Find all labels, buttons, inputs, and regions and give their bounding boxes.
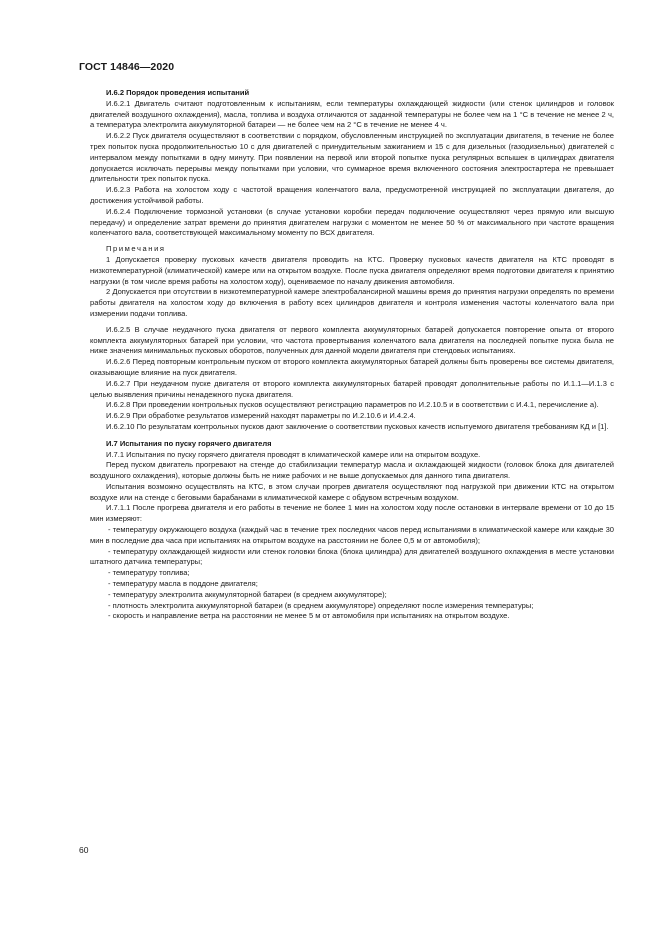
paragraph: И.6.2.6 Перед повторным контрольным пуском от второго комплекта аккумуляторных батарей должны быть проверены все системы двигателя, оказывающие влияние на пуск двигателя. <box>90 357 614 377</box>
page-number: 60 <box>79 845 89 855</box>
paragraph: И.6.2.7 При неудачном пуске двигателя от второго комплекта аккумуляторных батарей проводят дополнительные работы по И.1.1—И.1.3 с целью выявления причины ненадежного пуска двигателя. <box>90 378 614 399</box>
paragraph: И.6.2.1 Двигатель считают подготовленным к испытаниям, если температуры охлаждающей жидкости (или стенок цилиндров и головок двигателей воздушного охлаждения), масла, топлива и воздуха отличаются от заданной температуры не более чем на 1 °С в течение не менее 2 ч, а температура электролита аккумуляторной батареи — не более чем на 2 °С в течение не менее 4 ч. <box>90 98 614 130</box>
paragraph: И.6.2.2 Пуск двигателя осуществляют в соответствии с порядком, обусловленным инструкцией по эксплуатации двигателя, в течение не более трех попыток пуска продолжительностью 10 с для двигателей с принудительным зажиганием и 15 с для дизельных (газодизельных) двигателей с интервалом между попытками в одну минуту. При появлении на первой или второй попытке пуска регулярных вспышек в цилиндрах двигателя допускается исключать перерывы между попытками при условии, что суммарное время включенного состояния электростартера не превышает длительности трех попыток пуска. <box>90 131 614 184</box>
paragraph: И.7.1.1 После прогрева двигателя и его работы в течение не более 1 мин на холостом ходу после остановки в интервале времени от 10 до 15 мин измеряют: <box>90 503 614 524</box>
paragraph: И.6.2.3 Работа на холостом ходу с частотой вращения коленчатого вала, предусмотренной инструкцией по эксплуатации двигателя, до достижения устойчивой работы. <box>90 185 614 205</box>
list-item: - плотность электролита аккумуляторной батареи (в среднем аккумуляторе) определяют после измерения температуры; <box>108 600 534 610</box>
list-item: - температуру охлаждающей жидкости или стенок головки блока (блока цилиндра) для двигателей воздушного охлаждения в месте установки штатного датчика температуры; <box>90 546 614 567</box>
notes-heading: Примечания <box>106 244 166 254</box>
section-heading-i62: И.6.2 Порядок проведения испытаний <box>106 88 250 97</box>
paragraph: И.7.1 Испытания по пуску горячего двигателя проводят в климатической камере или на открытом воздухе. <box>106 449 481 459</box>
paragraph: И.6.2.8 При проведении контрольных пусков осуществляют регистрацию параметров по И.2.10.5 и в соответствии с И.4.1, перечисление а). <box>106 400 599 410</box>
note-paragraph: 2 Допускается при отсутствии в низкотемпературной камере электробалансирной машины время до принятия нагрузки определять по времени работы двигателя на холостом ходу до включения в работу всех цилиндров двигателя и контроля изменения частоты коленчатого вала при измерении подачи топлива. <box>90 287 614 318</box>
section-heading-i7: И.7 Испытания по пуску горячего двигателя <box>106 438 272 448</box>
list-item: - температуру масла в поддоне двигателя; <box>108 579 258 589</box>
document-header: ГОСТ 14846—2020 <box>79 61 175 73</box>
paragraph: Испытания возможно осуществлять на КТС, в этом случаи прогрев двигателя осуществляют под нагрузкой при движении КТС на открытом воздухе или на стенде с беговыми барабанами в климатической камере с обдувом встречным воздухом. <box>90 481 614 502</box>
note-paragraph: 1 Допускается проверку пусковых качеств двигателя проводить на КТС. Проверку пусковых качеств двигателя на КТС проводят в низкотемпературной (климатической) камере или на открытом воздухе. После пуска двигателя определяют время подготовки двигателя к принятию нагрузки (в том числе время работы на холостом ходу), оцениваемое по началу движения автомобиля. <box>90 254 614 286</box>
paragraph: И.6.2.5 В случае неудачного пуска двигателя от первого комплекта аккумуляторных батарей допускается повторение опыта от второго комплекта аккумуляторных батарей при условии, что частота провертывания коленчатого вала двигателя на последней попытке пуска была не ниже значения минимальных пусковых оборотов, полученных для данной модели двигателя при стендовых испытаниях. <box>90 324 614 356</box>
list-item: - температуру окружающего воздуха (каждый час в течение трех последних часов перед испытаниями в климатической камере или каждые 30 мин в последние два часа при испытаниях на открытом воздухе на расстоянии не более 0,5 м от автомобиля); <box>90 525 614 545</box>
paragraph: И.6.2.10 По результатам контрольных пусков дают заключение о соответствии пусковых качеств испытуемого двигателя требованиям КД и [1]. <box>106 421 609 431</box>
paragraph: И.6.2.4 Подключение тормозной установки (в случае установки коробки передач подключение осуществляют через прямую или высшую передачу) и определение затрат времени до принятия двигателем нагрузки с моментом не менее 50 % от максимального при частоте вращения коленчатого вала, соответствующей максимальному моменту по ВСХ двигателя. <box>90 206 614 238</box>
document-body <box>90 88 614 622</box>
paragraph: Перед пуском двигатель прогревают на стенде до стабилизации температур масла и охлаждающей жидкости (головок блока для двигателей воздушного охлаждения), которые должны быть не ниже рабочих и не выше допускаемых для данного типа двигателя. <box>90 460 614 481</box>
list-item: - скорость и направление ветра на расстоянии не менее 5 м от автомобиля при испытаниях на открытом воздухе. <box>108 611 510 621</box>
paragraph: И.6.2.9 При обработке результатов измерений находят параметры по И.2.10.6 и И.4.2.4. <box>106 411 416 421</box>
list-item: - температуру топлива; <box>108 568 190 578</box>
list-item: - температуру электролита аккумуляторной батареи (в среднем аккумуляторе); <box>108 589 387 599</box>
